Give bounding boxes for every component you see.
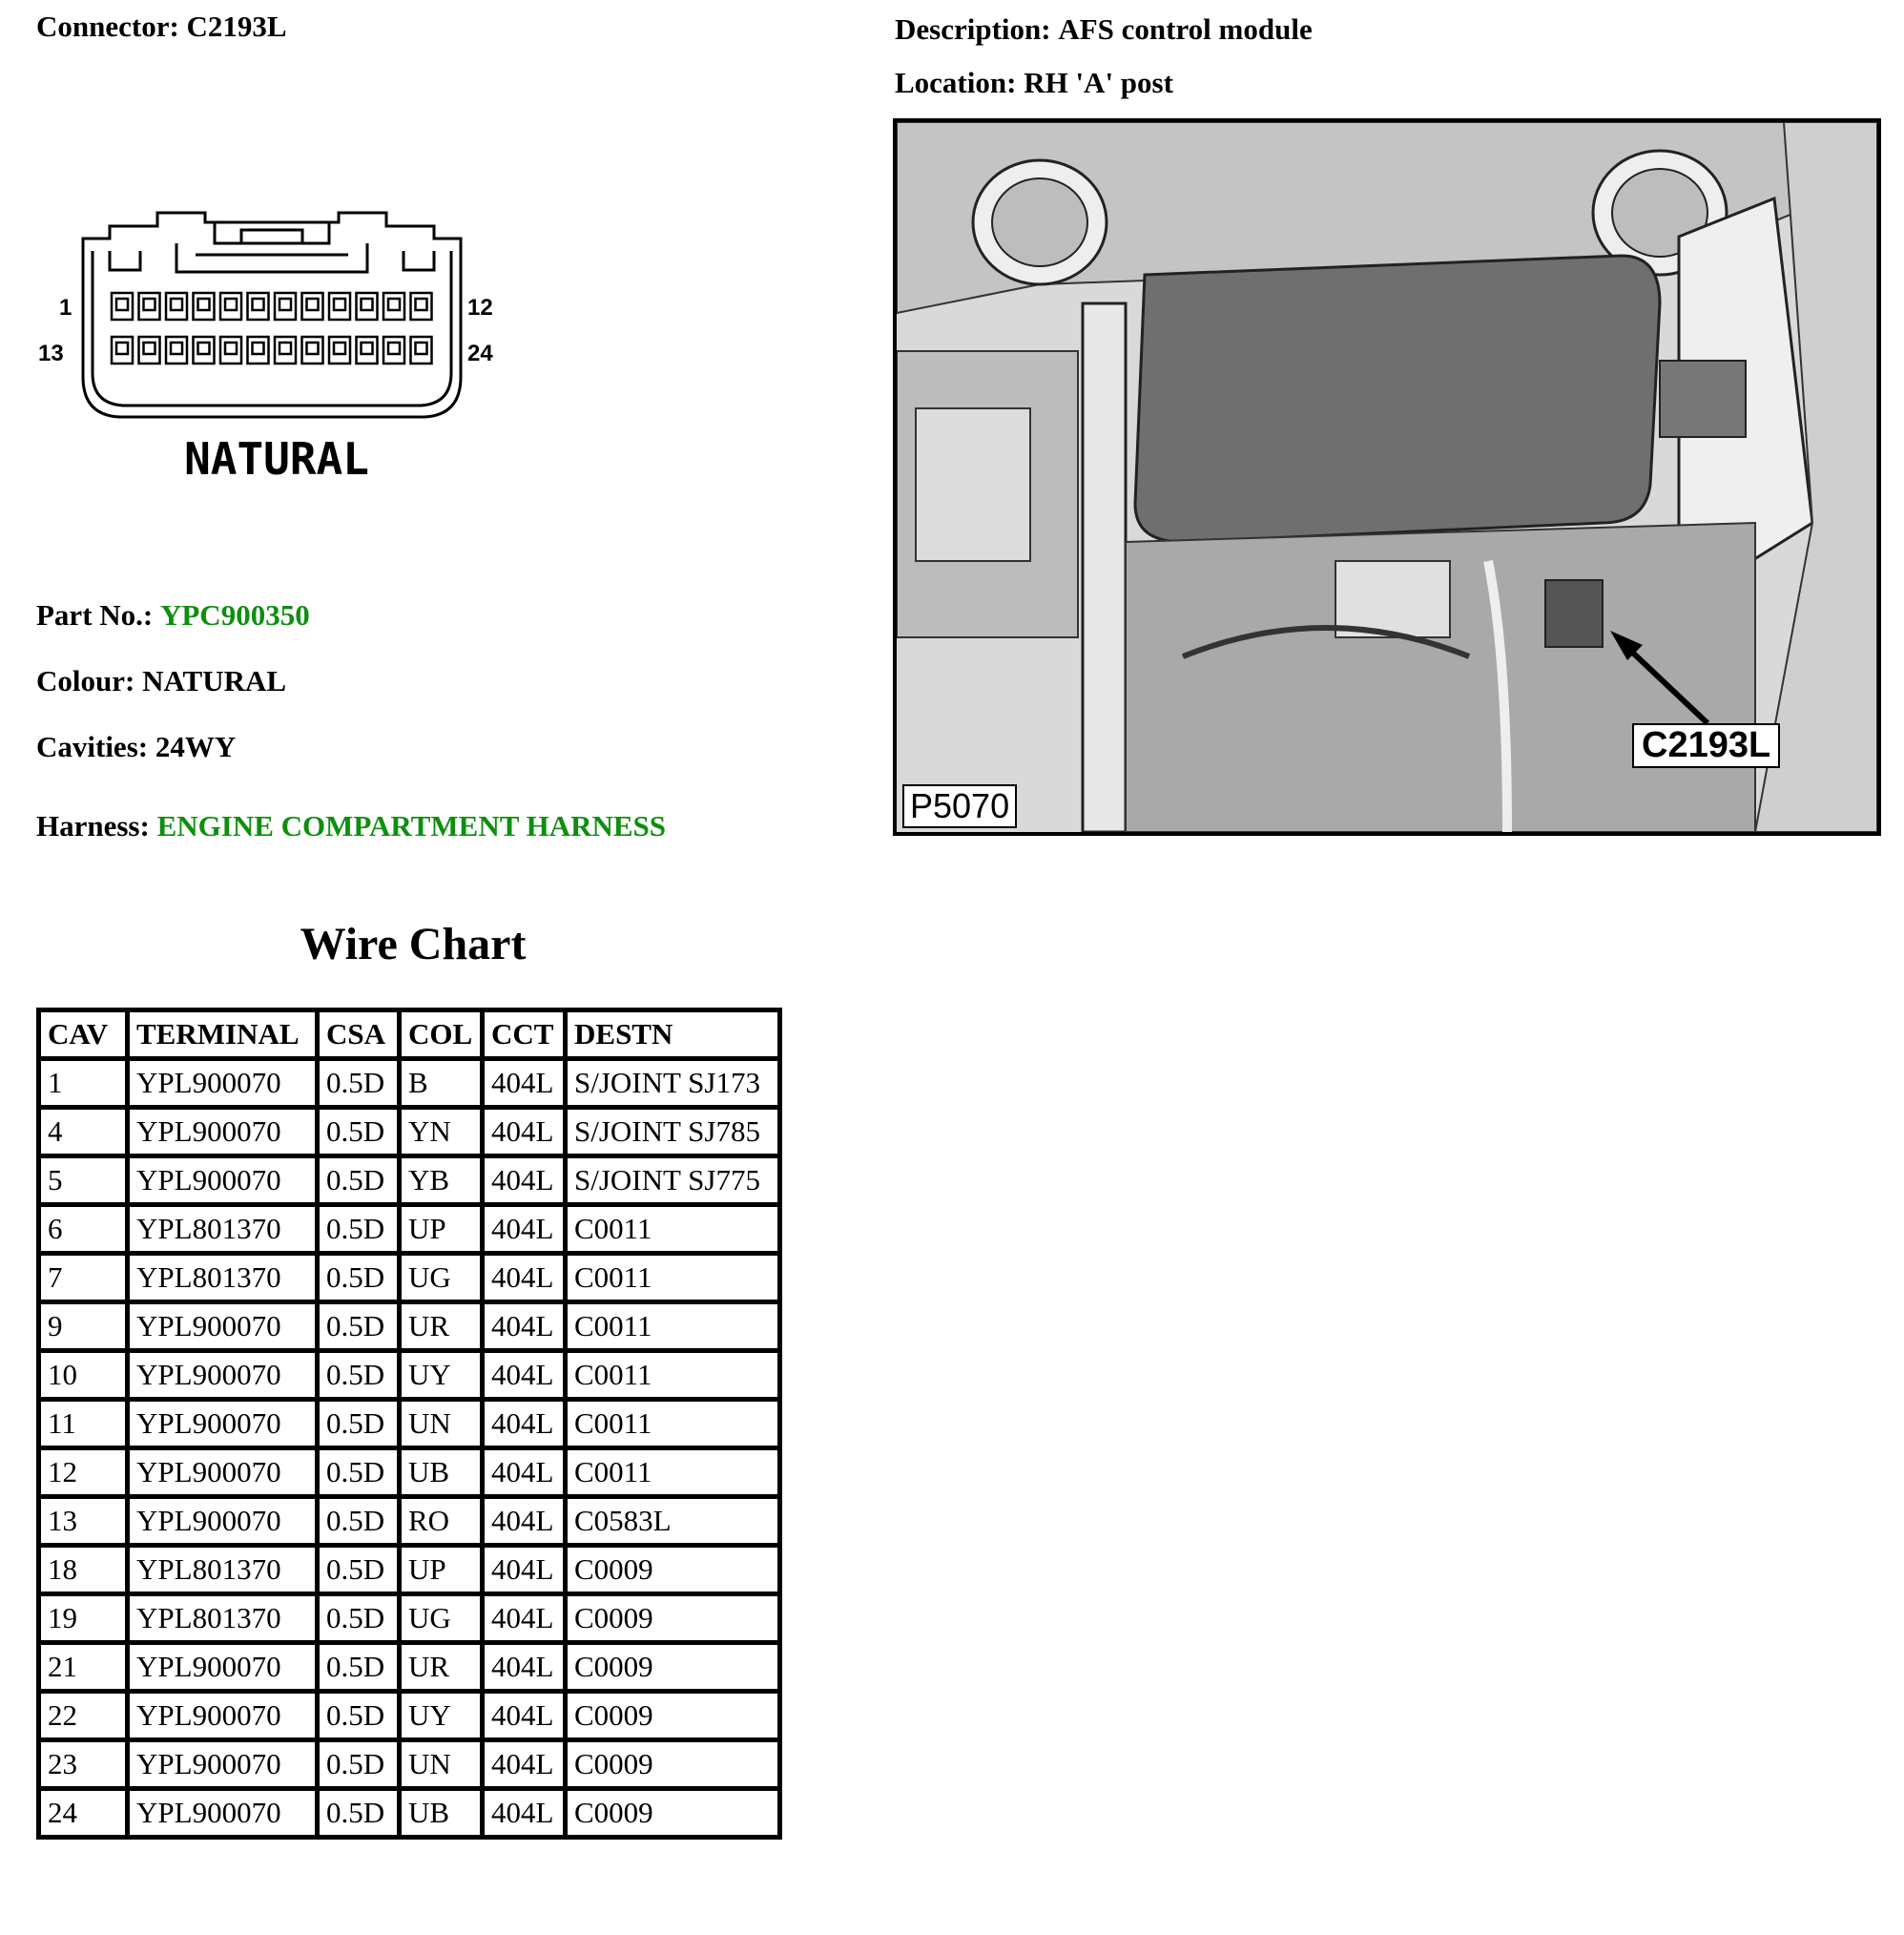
cell-col: UN	[400, 1740, 483, 1789]
photo-callout-label: C2193L	[1632, 723, 1780, 768]
cell-col: UB	[400, 1789, 483, 1838]
cell-cct: 404L	[483, 1643, 566, 1692]
cell-terminal: YPL900070	[128, 1400, 318, 1448]
cell-cav: 9	[39, 1302, 128, 1351]
pin-cavity-inner	[307, 299, 319, 310]
cell-col: UB	[400, 1448, 483, 1497]
table-row	[39, 1351, 780, 1400]
pin-cavity	[411, 293, 432, 320]
cell-destn: C0009	[566, 1692, 780, 1740]
wire-chart-header-row	[39, 1010, 780, 1059]
connector-line	[36, 10, 287, 44]
pin-cavity	[220, 293, 241, 320]
cell-destn: C0009	[566, 1789, 780, 1838]
pin-cavity	[166, 293, 187, 320]
cell-destn: S/JOINT SJ775	[566, 1156, 780, 1205]
cell-terminal: YPL801370	[128, 1546, 318, 1594]
cell-csa: 0.5D	[318, 1205, 400, 1254]
cell-cct: 404L	[483, 1254, 566, 1302]
colour-value: NATURAL	[142, 664, 287, 697]
cell-terminal: YPL801370	[128, 1205, 318, 1254]
cell-terminal: YPL900070	[128, 1108, 318, 1156]
description-value: AFS control module	[1058, 12, 1313, 46]
table-row	[39, 1254, 780, 1302]
table-row	[39, 1789, 780, 1838]
pin-cavity-inner	[334, 299, 345, 310]
wire-chart-title: Wire Chart	[300, 919, 527, 969]
cell-col: YB	[400, 1156, 483, 1205]
cell-destn: C0011	[566, 1254, 780, 1302]
cell-cav: 13	[39, 1497, 128, 1546]
cell-cct: 404L	[483, 1594, 566, 1643]
pin-label-1: 1	[59, 295, 72, 321]
pin-cavity-inner	[225, 343, 237, 354]
cell-cav: 10	[39, 1351, 128, 1400]
pin-cavity	[139, 337, 160, 364]
part-number-line	[36, 598, 310, 633]
header-csa: CSA	[318, 1010, 400, 1059]
cell-cct: 404L	[483, 1302, 566, 1351]
description-label: Description:	[895, 12, 1051, 46]
cell-terminal: YPL900070	[128, 1497, 318, 1546]
cell-csa: 0.5D	[318, 1156, 400, 1205]
pin-cavity-inner	[198, 299, 210, 310]
pin-cavity-inner	[388, 299, 400, 310]
cell-cav: 7	[39, 1254, 128, 1302]
cell-cav: 23	[39, 1740, 128, 1789]
cell-destn: C0011	[566, 1448, 780, 1497]
cell-csa: 0.5D	[318, 1302, 400, 1351]
pin-cavity-inner	[144, 299, 155, 310]
pin-cavity	[194, 293, 215, 320]
location-value: RH 'A' post	[1024, 66, 1173, 99]
pin-cavity-inner	[279, 299, 291, 310]
cell-terminal: YPL900070	[128, 1351, 318, 1400]
cell-cct: 404L	[483, 1692, 566, 1740]
cell-cct: 404L	[483, 1108, 566, 1156]
table-row	[39, 1448, 780, 1497]
cell-csa: 0.5D	[318, 1643, 400, 1692]
pin-cavity-inner	[198, 343, 210, 354]
cell-col: UN	[400, 1400, 483, 1448]
cell-col: YN	[400, 1108, 483, 1156]
cell-csa: 0.5D	[318, 1400, 400, 1448]
harness-label: Harness:	[36, 809, 150, 843]
cell-terminal: YPL801370	[128, 1594, 318, 1643]
connector-label: Connector:	[36, 10, 179, 43]
cell-destn: C0011	[566, 1351, 780, 1400]
colour-label: Colour:	[36, 664, 135, 697]
cell-destn: S/JOINT SJ173	[566, 1059, 780, 1108]
pin-cavity-inner	[171, 299, 182, 310]
table-row	[39, 1497, 780, 1546]
cell-csa: 0.5D	[318, 1254, 400, 1302]
cell-col: RO	[400, 1497, 483, 1546]
cell-col: UG	[400, 1254, 483, 1302]
cell-cct: 404L	[483, 1448, 566, 1497]
pin-cavity	[112, 337, 133, 364]
table-row	[39, 1546, 780, 1594]
cell-csa: 0.5D	[318, 1546, 400, 1594]
cell-cav: 4	[39, 1108, 128, 1156]
table-row	[39, 1156, 780, 1205]
connector-diagram	[33, 205, 529, 491]
cell-destn: C0011	[566, 1205, 780, 1254]
cell-cct: 404L	[483, 1205, 566, 1254]
part-number-link[interactable]: YPC900350	[159, 598, 310, 632]
cell-cav: 19	[39, 1594, 128, 1643]
cell-destn: C0009	[566, 1643, 780, 1692]
header-terminal: TERMINAL	[128, 1010, 318, 1059]
table-row	[39, 1740, 780, 1789]
pin-cavity-inner	[116, 299, 128, 310]
cell-csa: 0.5D	[318, 1059, 400, 1108]
cell-terminal: YPL900070	[128, 1692, 318, 1740]
pin-cavity	[275, 337, 296, 364]
pin-label-24: 24	[467, 341, 493, 366]
pin-cavity-inner	[362, 299, 373, 310]
pin-cavity-inner	[253, 343, 264, 354]
pin-cavity-inner	[171, 343, 182, 354]
cell-col: UY	[400, 1351, 483, 1400]
cell-terminal: YPL801370	[128, 1254, 318, 1302]
table-row	[39, 1108, 780, 1156]
pin-cavity	[411, 337, 432, 364]
cell-cct: 404L	[483, 1400, 566, 1448]
header-cct: CCT	[483, 1010, 566, 1059]
pin-cavity	[220, 337, 241, 364]
pin-cavity	[357, 293, 378, 320]
pin-cavity	[329, 337, 350, 364]
pin-cavity	[357, 337, 378, 364]
cell-cav: 18	[39, 1546, 128, 1594]
cell-col: UR	[400, 1643, 483, 1692]
header-col: COL	[400, 1010, 483, 1059]
header-cav: CAV	[39, 1010, 128, 1059]
cell-cav: 22	[39, 1692, 128, 1740]
location-label: Location:	[895, 66, 1017, 99]
cell-col: UR	[400, 1302, 483, 1351]
harness-line	[36, 809, 666, 843]
cell-terminal: YPL900070	[128, 1448, 318, 1497]
cell-csa: 0.5D	[318, 1740, 400, 1789]
cell-cav: 5	[39, 1156, 128, 1205]
cell-terminal: YPL900070	[128, 1643, 318, 1692]
diagram-colour-label: NATURAL	[184, 433, 369, 485]
cell-cav: 11	[39, 1400, 128, 1448]
pin-cavity	[194, 337, 215, 364]
cell-cct: 404L	[483, 1497, 566, 1546]
cavities-value: 24WY	[155, 730, 237, 763]
cell-terminal: YPL900070	[128, 1059, 318, 1108]
pin-label-12: 12	[467, 295, 493, 321]
cell-cct: 404L	[483, 1546, 566, 1594]
cell-cav: 21	[39, 1643, 128, 1692]
cell-destn: C0009	[566, 1546, 780, 1594]
table-row	[39, 1205, 780, 1254]
cell-destn: C0009	[566, 1740, 780, 1789]
table-row	[39, 1643, 780, 1692]
cell-terminal: YPL900070	[128, 1789, 318, 1838]
pin-cavity-inner	[307, 343, 319, 354]
cell-destn: C0011	[566, 1400, 780, 1448]
cell-csa: 0.5D	[318, 1351, 400, 1400]
cell-col: UG	[400, 1594, 483, 1643]
cell-csa: 0.5D	[318, 1692, 400, 1740]
location-photo	[893, 118, 1881, 836]
pin-cavity	[275, 293, 296, 320]
cell-cav: 6	[39, 1205, 128, 1254]
pin-cavity-inner	[144, 343, 155, 354]
cell-csa: 0.5D	[318, 1448, 400, 1497]
pin-cavity-inner	[416, 299, 427, 310]
description-line	[895, 12, 1313, 47]
cavities-line	[36, 730, 236, 764]
pin-cavity-inner	[388, 343, 400, 354]
table-row	[39, 1059, 780, 1108]
cell-csa: 0.5D	[318, 1497, 400, 1546]
cell-destn: C0583L	[566, 1497, 780, 1546]
pin-label-13: 13	[38, 341, 64, 366]
pin-cavity-inner	[416, 343, 427, 354]
cell-col: UY	[400, 1692, 483, 1740]
cell-col: B	[400, 1059, 483, 1108]
pin-cavity-inner	[362, 343, 373, 354]
cell-destn: C0009	[566, 1594, 780, 1643]
pin-cavity	[329, 293, 350, 320]
cavities-label: Cavities:	[36, 730, 149, 763]
cell-cct: 404L	[483, 1156, 566, 1205]
colour-line	[36, 664, 286, 698]
cell-destn: S/JOINT SJ785	[566, 1108, 780, 1156]
cell-destn: C0011	[566, 1302, 780, 1351]
table-row	[39, 1302, 780, 1351]
cell-cct: 404L	[483, 1789, 566, 1838]
wire-chart-table	[36, 1008, 782, 1840]
location-line	[895, 66, 1173, 100]
cell-cav: 24	[39, 1789, 128, 1838]
harness-link[interactable]: ENGINE COMPARTMENT HARNESS	[156, 809, 667, 843]
pin-cavity	[302, 337, 323, 364]
cell-terminal: YPL900070	[128, 1156, 318, 1205]
table-row	[39, 1692, 780, 1740]
wire-chart-body	[39, 1059, 780, 1838]
cell-cct: 404L	[483, 1740, 566, 1789]
pin-cavity-inner	[225, 299, 237, 310]
pin-cavity-inner	[279, 343, 291, 354]
pin-cavity-inner	[116, 343, 128, 354]
pin-cavity	[139, 293, 160, 320]
part-number-label: Part No.:	[36, 598, 154, 632]
header-destn: DESTN	[566, 1010, 780, 1059]
pin-cavity	[112, 293, 133, 320]
pin-cavity	[248, 293, 269, 320]
cell-terminal: YPL900070	[128, 1302, 318, 1351]
pin-cavity	[248, 337, 269, 364]
pin-cavity	[383, 337, 404, 364]
cell-col: UP	[400, 1205, 483, 1254]
pin-cavity	[302, 293, 323, 320]
pin-cavity-inner	[253, 299, 264, 310]
cell-cct: 404L	[483, 1351, 566, 1400]
cell-terminal: YPL900070	[128, 1740, 318, 1789]
cell-col: UP	[400, 1546, 483, 1594]
connector-value: C2193L	[186, 10, 287, 43]
pin-cavity-inner	[334, 343, 345, 354]
photo-reference-label: P5070	[902, 784, 1017, 828]
pin-cavity	[383, 293, 404, 320]
table-row	[39, 1400, 780, 1448]
table-row	[39, 1594, 780, 1643]
cell-cav: 12	[39, 1448, 128, 1497]
cell-cav: 1	[39, 1059, 128, 1108]
cell-cct: 404L	[483, 1059, 566, 1108]
cell-csa: 0.5D	[318, 1789, 400, 1838]
cell-csa: 0.5D	[318, 1108, 400, 1156]
cell-csa: 0.5D	[318, 1594, 400, 1643]
pin-cavity	[166, 337, 187, 364]
